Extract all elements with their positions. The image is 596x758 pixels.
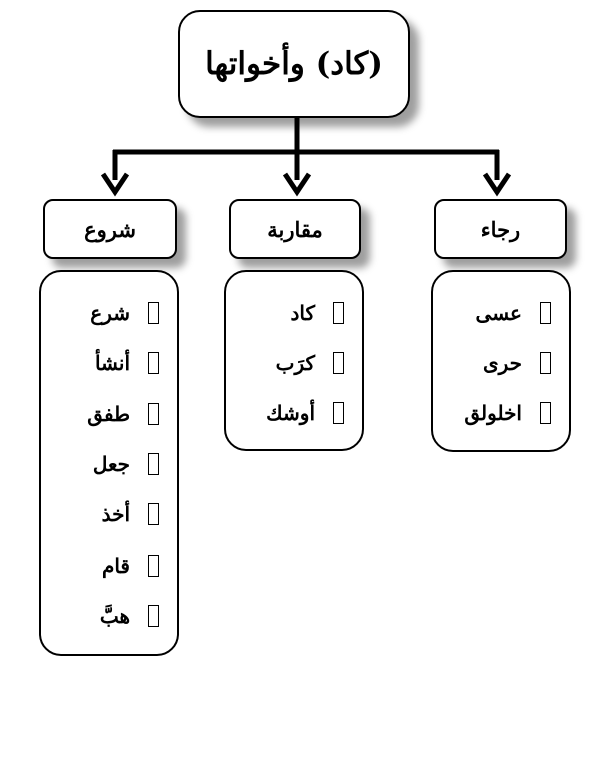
checkbox[interactable] — [148, 352, 159, 374]
verb-label: عسى — [475, 301, 522, 325]
checkbox[interactable] — [148, 302, 159, 324]
diagram-title: (كاد) وأخواتها — [205, 46, 383, 82]
checkbox[interactable] — [333, 302, 344, 324]
list-item — [41, 494, 177, 534]
list-item — [41, 293, 177, 333]
verb-label: شرع — [90, 301, 130, 325]
checkbox[interactable] — [148, 605, 159, 627]
category-label-muqaraba: مقاربة — [267, 216, 323, 242]
list-item — [226, 393, 362, 433]
checkbox[interactable] — [540, 352, 551, 374]
list-item — [41, 546, 177, 586]
verb-label: كرَب — [275, 351, 315, 375]
category-box-shuru — [43, 199, 177, 259]
verb-label: طفق — [87, 402, 130, 426]
checkbox[interactable] — [148, 555, 159, 577]
list-item — [433, 343, 569, 383]
checkbox[interactable] — [148, 453, 159, 475]
verb-list-muqaraba — [224, 270, 364, 451]
category-label-shuru: شروع — [84, 216, 136, 242]
list-item — [433, 293, 569, 333]
verb-label: حرى — [482, 351, 522, 375]
verb-label: قام — [101, 554, 130, 578]
verb-label: أوشك — [266, 401, 315, 425]
checkbox[interactable] — [540, 302, 551, 324]
checkbox[interactable] — [148, 403, 159, 425]
list-item — [41, 596, 177, 636]
checkbox[interactable] — [540, 402, 551, 424]
verb-label: جعل — [92, 452, 130, 476]
category-label-raja: رجاء — [480, 216, 521, 242]
verb-label: هبَّ — [99, 604, 130, 628]
title-box — [178, 10, 410, 118]
list-item — [226, 343, 362, 383]
checkbox[interactable] — [333, 352, 344, 374]
verb-label: أنشأ — [94, 351, 130, 375]
list-item — [226, 293, 362, 333]
list-item — [41, 444, 177, 484]
category-box-raja — [434, 199, 567, 259]
list-item — [433, 393, 569, 433]
checkbox[interactable] — [333, 402, 344, 424]
checkbox[interactable] — [148, 503, 159, 525]
list-item — [41, 343, 177, 383]
category-box-muqaraba — [229, 199, 361, 259]
list-item — [41, 394, 177, 434]
verb-label: كاد — [290, 301, 315, 325]
verb-list-raja — [431, 270, 571, 452]
verb-list-shuru — [39, 270, 179, 656]
verb-label: أخذ — [101, 502, 130, 526]
verb-label: اخلولق — [464, 401, 522, 425]
